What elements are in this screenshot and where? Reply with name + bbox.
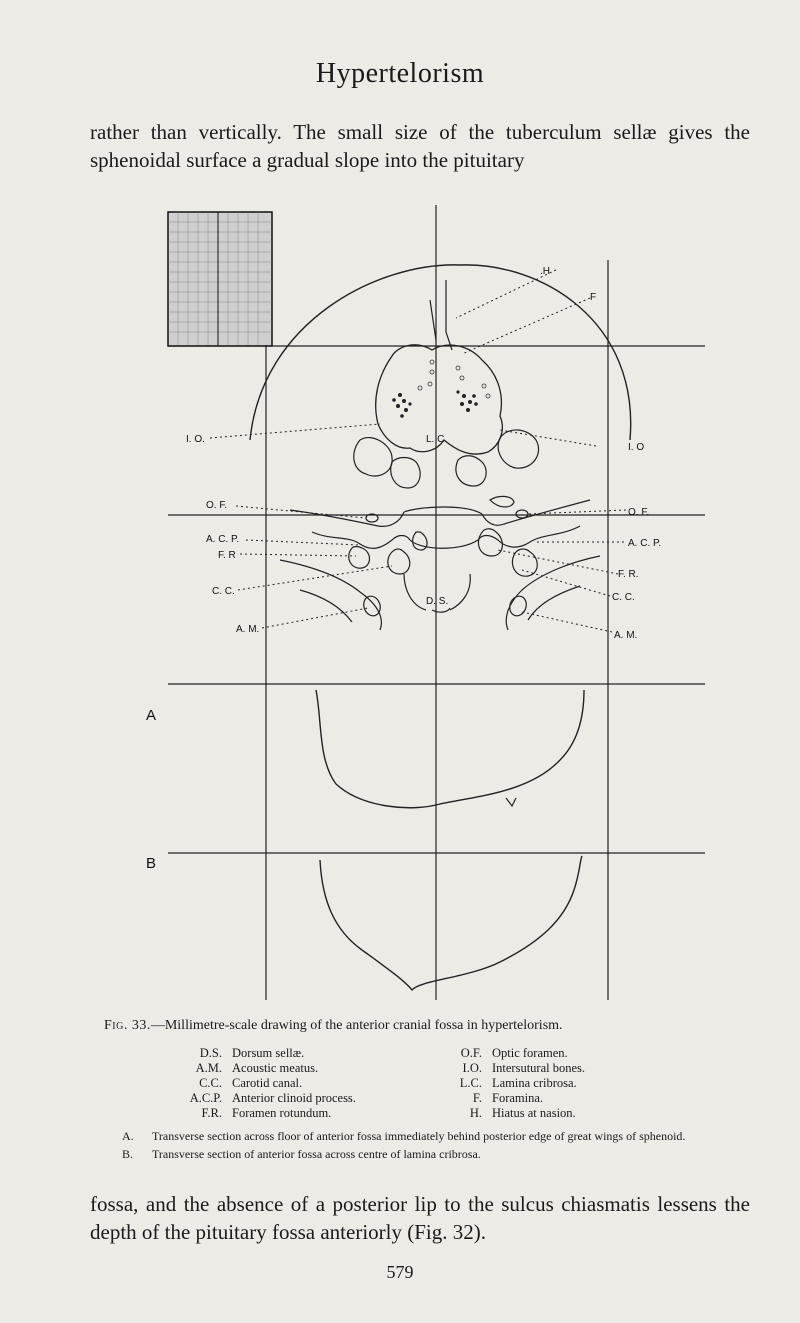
label-am-left: A. M. [236, 624, 260, 635]
intersutural-bone-left [354, 438, 392, 476]
petrous-ridge-left [280, 560, 381, 630]
legend-item: F. Foramina. [472, 1091, 544, 1105]
lesser-wing-right [482, 500, 590, 525]
body-paragraph-top: rather than vertically. The small size of the tuberculum sellæ gives the sphenoidal surface a gradual slope into the pituitary [90, 120, 750, 172]
label-section-a: A [146, 707, 157, 724]
sella-rim [410, 540, 478, 548]
figure-caption [104, 1018, 744, 1034]
foramen-rotundum-right [478, 529, 502, 556]
anterior-clinoid-left [312, 532, 410, 548]
legend-item: F.R. Foramen rotundum. [201, 1106, 332, 1120]
legend-item: D.S. Dorsum sellæ. [199, 1046, 305, 1060]
label-of-right: O. F. [628, 507, 650, 518]
label-acp-right: A. C. P. [628, 538, 662, 549]
intersutural-bone-left-2 [391, 458, 420, 489]
label-ds: D. S. [426, 596, 449, 607]
label-lc: L. C. [426, 434, 448, 445]
planum-sphenoidale [404, 507, 482, 514]
figure-number: Fig. 33. [104, 1018, 151, 1033]
label-acp-left: A. C. P. [206, 534, 240, 545]
cribriform-foramina [392, 390, 478, 417]
cranial-outline [250, 265, 631, 440]
legend-item: H. Hiatus at nasion. [469, 1106, 576, 1120]
legend-item: O.F. Optic foramen. [460, 1046, 568, 1060]
intersutural-bone-right [498, 430, 538, 468]
intersutural-bone-right-2 [456, 456, 486, 486]
note-item: A. Transverse section across floor of anterior fossa immediately behind posterior edge of great wings of sphenoid. [122, 1129, 686, 1143]
carotid-canal-right [512, 549, 537, 576]
legend-item: C.C. Carotid canal. [199, 1076, 303, 1090]
label-of-left: O. F. [206, 500, 228, 511]
figure-caption-text: —Millimetre-scale drawing of the anterior cranial fossa in hypertelorism. [150, 1018, 563, 1033]
figure-notes [122, 1129, 722, 1161]
legend-item: A.M. Acoustic meatus. [195, 1061, 319, 1075]
legend-item: I.O. Intersutural bones. [462, 1061, 586, 1075]
section-b-outline [320, 856, 582, 990]
label-io-left: I. O. [186, 434, 205, 445]
label-section-b: B [146, 855, 157, 872]
optic-foramen-right [516, 510, 528, 518]
foramen-rotundum-left [349, 547, 370, 569]
label-h: .H [540, 266, 550, 277]
figure-33-drawing [0, 200, 800, 1000]
millimetre-scale-grid [168, 212, 272, 346]
label-cc-left: C. C. [212, 586, 235, 597]
carotid-canal-left [388, 549, 410, 574]
legend-item: L.C. Lamina cribrosa. [459, 1076, 577, 1090]
label-fr-right: F. R. [618, 569, 639, 580]
label-fr-left: F. R [218, 550, 236, 561]
label-cc-right: C. C. [612, 592, 635, 603]
label-io-right: I. O [628, 442, 645, 453]
acoustic-meatus-right [507, 594, 529, 618]
label-f: F [590, 292, 597, 303]
anterior-clinoid-right [478, 526, 580, 547]
running-title: Hypertelorism [315, 58, 485, 89]
legend-item: A.C.P. Anterior clinoid process. [189, 1091, 356, 1105]
section-a-outline [316, 690, 584, 808]
page-number: 579 [386, 1262, 414, 1282]
crista-galli [430, 280, 452, 350]
label-am-right: A. M. [614, 630, 638, 641]
body-paragraph-bottom: fossa, and the absence of a posterior lip to the sulcus chiasmatis lessens the depth of the pituitary fossa anteriorly (Fig. 32). [90, 1192, 750, 1244]
note-item: B. Transverse section of anterior fossa across centre of lamina cribrosa. [122, 1147, 481, 1161]
